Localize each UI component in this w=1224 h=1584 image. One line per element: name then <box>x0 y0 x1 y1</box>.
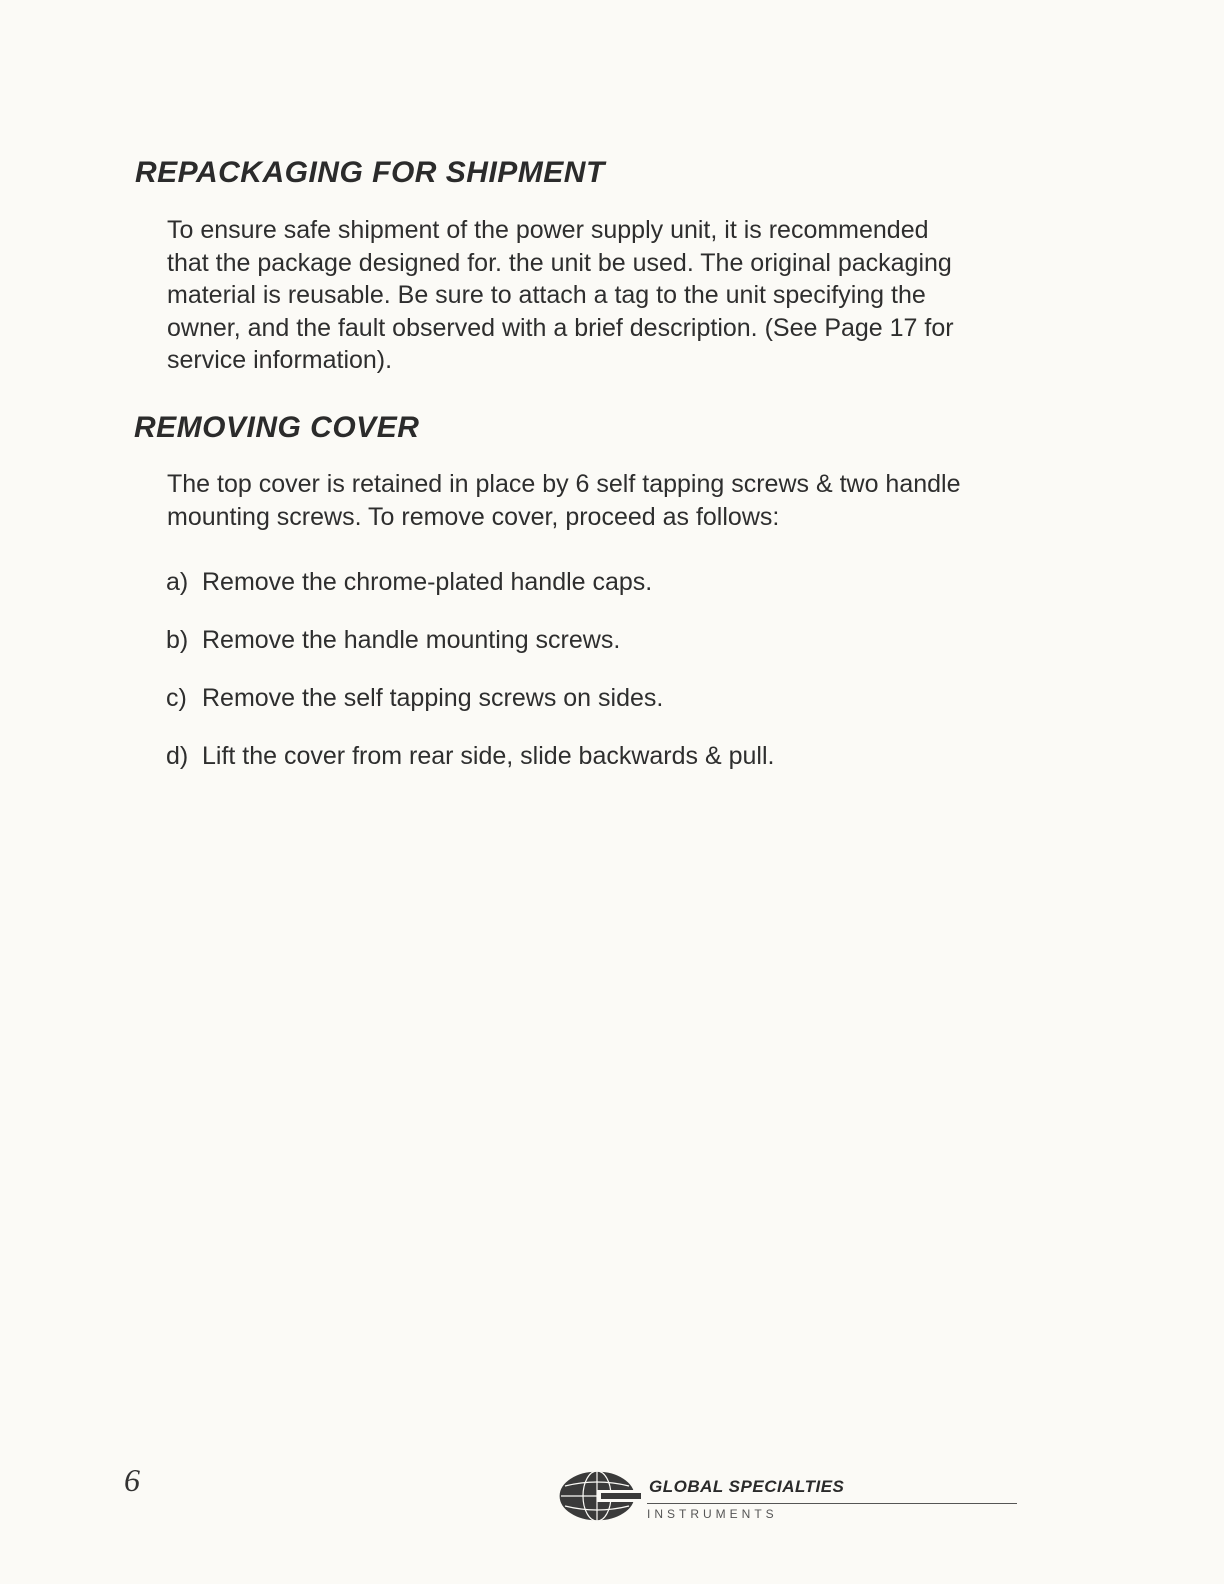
section-heading-repackaging: REPACKAGING FOR SHIPMENT <box>135 156 605 189</box>
step-text: Remove the self tapping screws on sides. <box>202 684 664 712</box>
paragraph-line: To ensure safe shipment of the power supply unit, it is recommended <box>167 216 929 244</box>
step-text: Remove the handle mounting screws. <box>202 626 621 654</box>
step-letter: d) <box>166 742 189 770</box>
logo-subtitle: INSTRUMENTS <box>647 1507 778 1521</box>
logo-divider <box>647 1503 1017 1504</box>
removing-cover-paragraph <box>167 468 1027 533</box>
step-text: Lift the cover from rear side, slide backwards & pull. <box>202 742 775 770</box>
logo-title: GLOBAL SPECIALTIES <box>649 1477 845 1496</box>
section-heading-removing-cover: REMOVING COVER <box>134 411 420 444</box>
list-item <box>166 568 652 597</box>
globe-logo-icon <box>557 1468 643 1524</box>
step-letter: b) <box>166 626 189 654</box>
step-letter: a) <box>166 568 189 596</box>
list-item <box>166 742 774 771</box>
paragraph-line: mounting screws. To remove cover, proceed as follows: <box>167 502 780 531</box>
paragraph-line: that the package designed for. the unit be used. The original packaging <box>167 248 952 277</box>
step-letter: c) <box>166 684 187 712</box>
list-item <box>166 626 620 655</box>
paragraph-line: owner, and the fault observed with a brief description. (See Page 17 for <box>167 313 954 342</box>
paragraph-line: material is reusable. Be sure to attach a tag to the unit specifying the <box>167 281 926 309</box>
repackaging-paragraph <box>167 214 1031 377</box>
paragraph-line: service information). <box>167 346 393 374</box>
brand-logo <box>557 1468 1027 1534</box>
step-text: Remove the chrome-plated handle caps. <box>202 568 653 596</box>
paragraph-line: The top cover is retained in place by 6 self tapping screws & two handle <box>167 470 961 498</box>
list-item <box>166 684 663 713</box>
page-number: 6 <box>124 1462 140 1498</box>
